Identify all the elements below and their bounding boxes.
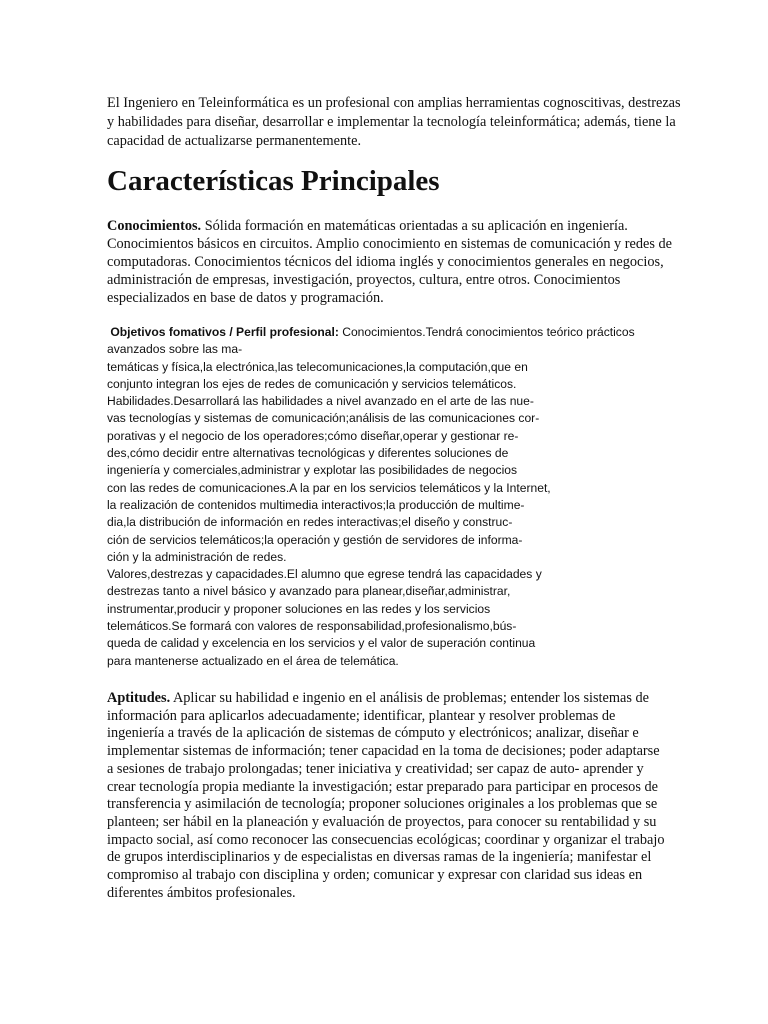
conocimientos-text: Sólida formación en matemáticas orientadas a su aplicación en ingeniería. Conocimientos básicos en circuitos. Amplio conocimiento en sistemas de comunicación y redes de computadoras. Conocimientos técnicos del idioma inglés y conocimientos generales en negocios, administración de empresas, investigación, proyectos, cultura, entre otros. Conocimientos especializados en base de datos y programación. [107, 218, 672, 306]
objetivos-line: destrezas tanto a nivel básico y avanzado para planear,diseñar,administrar, [107, 584, 511, 599]
objetivos-paragraph [107, 324, 635, 670]
objetivos-line: para mantenerse actualizado en el área de telemática. [107, 653, 399, 668]
objetivos-line: avanzados sobre las ma- [107, 342, 243, 357]
aptitudes-text: Aplicar su habilidad e ingenio en el análisis de problemas; entender los sistemas de información para aplicarlos adecuadamente; identificar, plantear y resolver problemas de ingeniería a través de la aplicación de sistemas de cómputo y electrónicos; analizar, diseñar e implementar sistemas de información; tener capacidad en la toma de decisiones; poder adaptarse a sesiones de trabajo prolongadas; tener iniciativa y creatividad; ser capaz de auto- aprender y crear tecnología propia mediante la investigación; estar preparado para participar en procesos de transferencia y asimilación de tecnología; proponer soluciones originales a los problemas que se planteen; ser hábil en la planeación y evaluación de proyectos, para conocer su rentabilidad y su impacto social, así como reconocer las consecuencias ecológicas; coordinar y organizar el trabajo de grupos interdisciplinarios y de especialistas en diversas ramas de la ingeniería; manifestar el compromiso al trabajo con disciplina y orden; comunicar y expresar con claridad sus ideas en diferentes ámbitos profesionales. [107, 690, 665, 901]
objetivos-first-line [107, 324, 635, 341]
objetivos-line: Valores,destrezas y capacidades.El alumno que egrese tendrá las capacidades y [107, 567, 542, 582]
objetivos-line: instrumentar,producir y proponer soluciones en las redes y los servicios [107, 601, 491, 616]
conocimientos-label: Conocimientos. [107, 218, 202, 234]
aptitudes-paragraph [107, 690, 665, 902]
objetivos-line: telemáticos.Se formará con valores de responsabilidad,profesionalismo,bús- [107, 619, 517, 634]
objetivos-line: temáticas y física,la electrónica,las telecomunicaciones,la computación,que en [107, 359, 528, 374]
objetivos-line: queda de calidad y excelencia en los servicios y el valor de superación continua [107, 636, 536, 651]
section-heading: Características Principales [107, 165, 440, 197]
intro-paragraph: El Ingeniero en Teleinformática es un profesional con amplias herramientas cognoscitivas, destrezas y habilidades para diseñar, desarrollar e implementar la tecnología teleinformática; además, tiene la capacidad de actualizarse permanentemente. [107, 95, 681, 149]
objetivos-first-text: Conocimientos.Tendrá conocimientos teórico prácticos [338, 325, 635, 339]
objetivos-line: ción y la administración de redes. [107, 549, 287, 564]
objetivos-line: dia,la distribución de información en redes interactivas;el diseño y construc- [107, 515, 513, 530]
objetivos-line: con las redes de comunicaciones.A la par en los servicios telemáticos y la Internet, [107, 480, 551, 495]
objetivos-line: des,cómo decidir entre alternativas tecnológicas y diferentes soluciones de [107, 446, 509, 461]
objetivos-line: Habilidades.Desarrollará las habilidades a nivel avanzado en el arte de las nue- [107, 394, 534, 409]
objetivos-line: ingeniería y comerciales,administrar y explotar las posibilidades de negocios [107, 463, 518, 478]
objetivos-line: conjunto integran los ejes de redes de comunicación y servicios telemáticos. [107, 376, 517, 391]
objetivos-line: la realización de contenidos multimedia interactivos;la producción de multime- [107, 497, 525, 512]
objetivos-line: porativas y el negocio de los operadores;cómo diseñar,operar y gestionar re- [107, 428, 519, 443]
aptitudes-label: Aptitudes. [107, 690, 171, 706]
objetivos-line: ción de servicios telemáticos;la operación y gestión de servidores de informa- [107, 532, 523, 547]
conocimientos-paragraph [107, 217, 692, 307]
objetivos-label: Objetivos fomativos / Perfil profesional: [110, 325, 339, 339]
objetivos-line: vas tecnologías y sistemas de comunicación;análisis de las comunicaciones cor- [107, 411, 540, 426]
